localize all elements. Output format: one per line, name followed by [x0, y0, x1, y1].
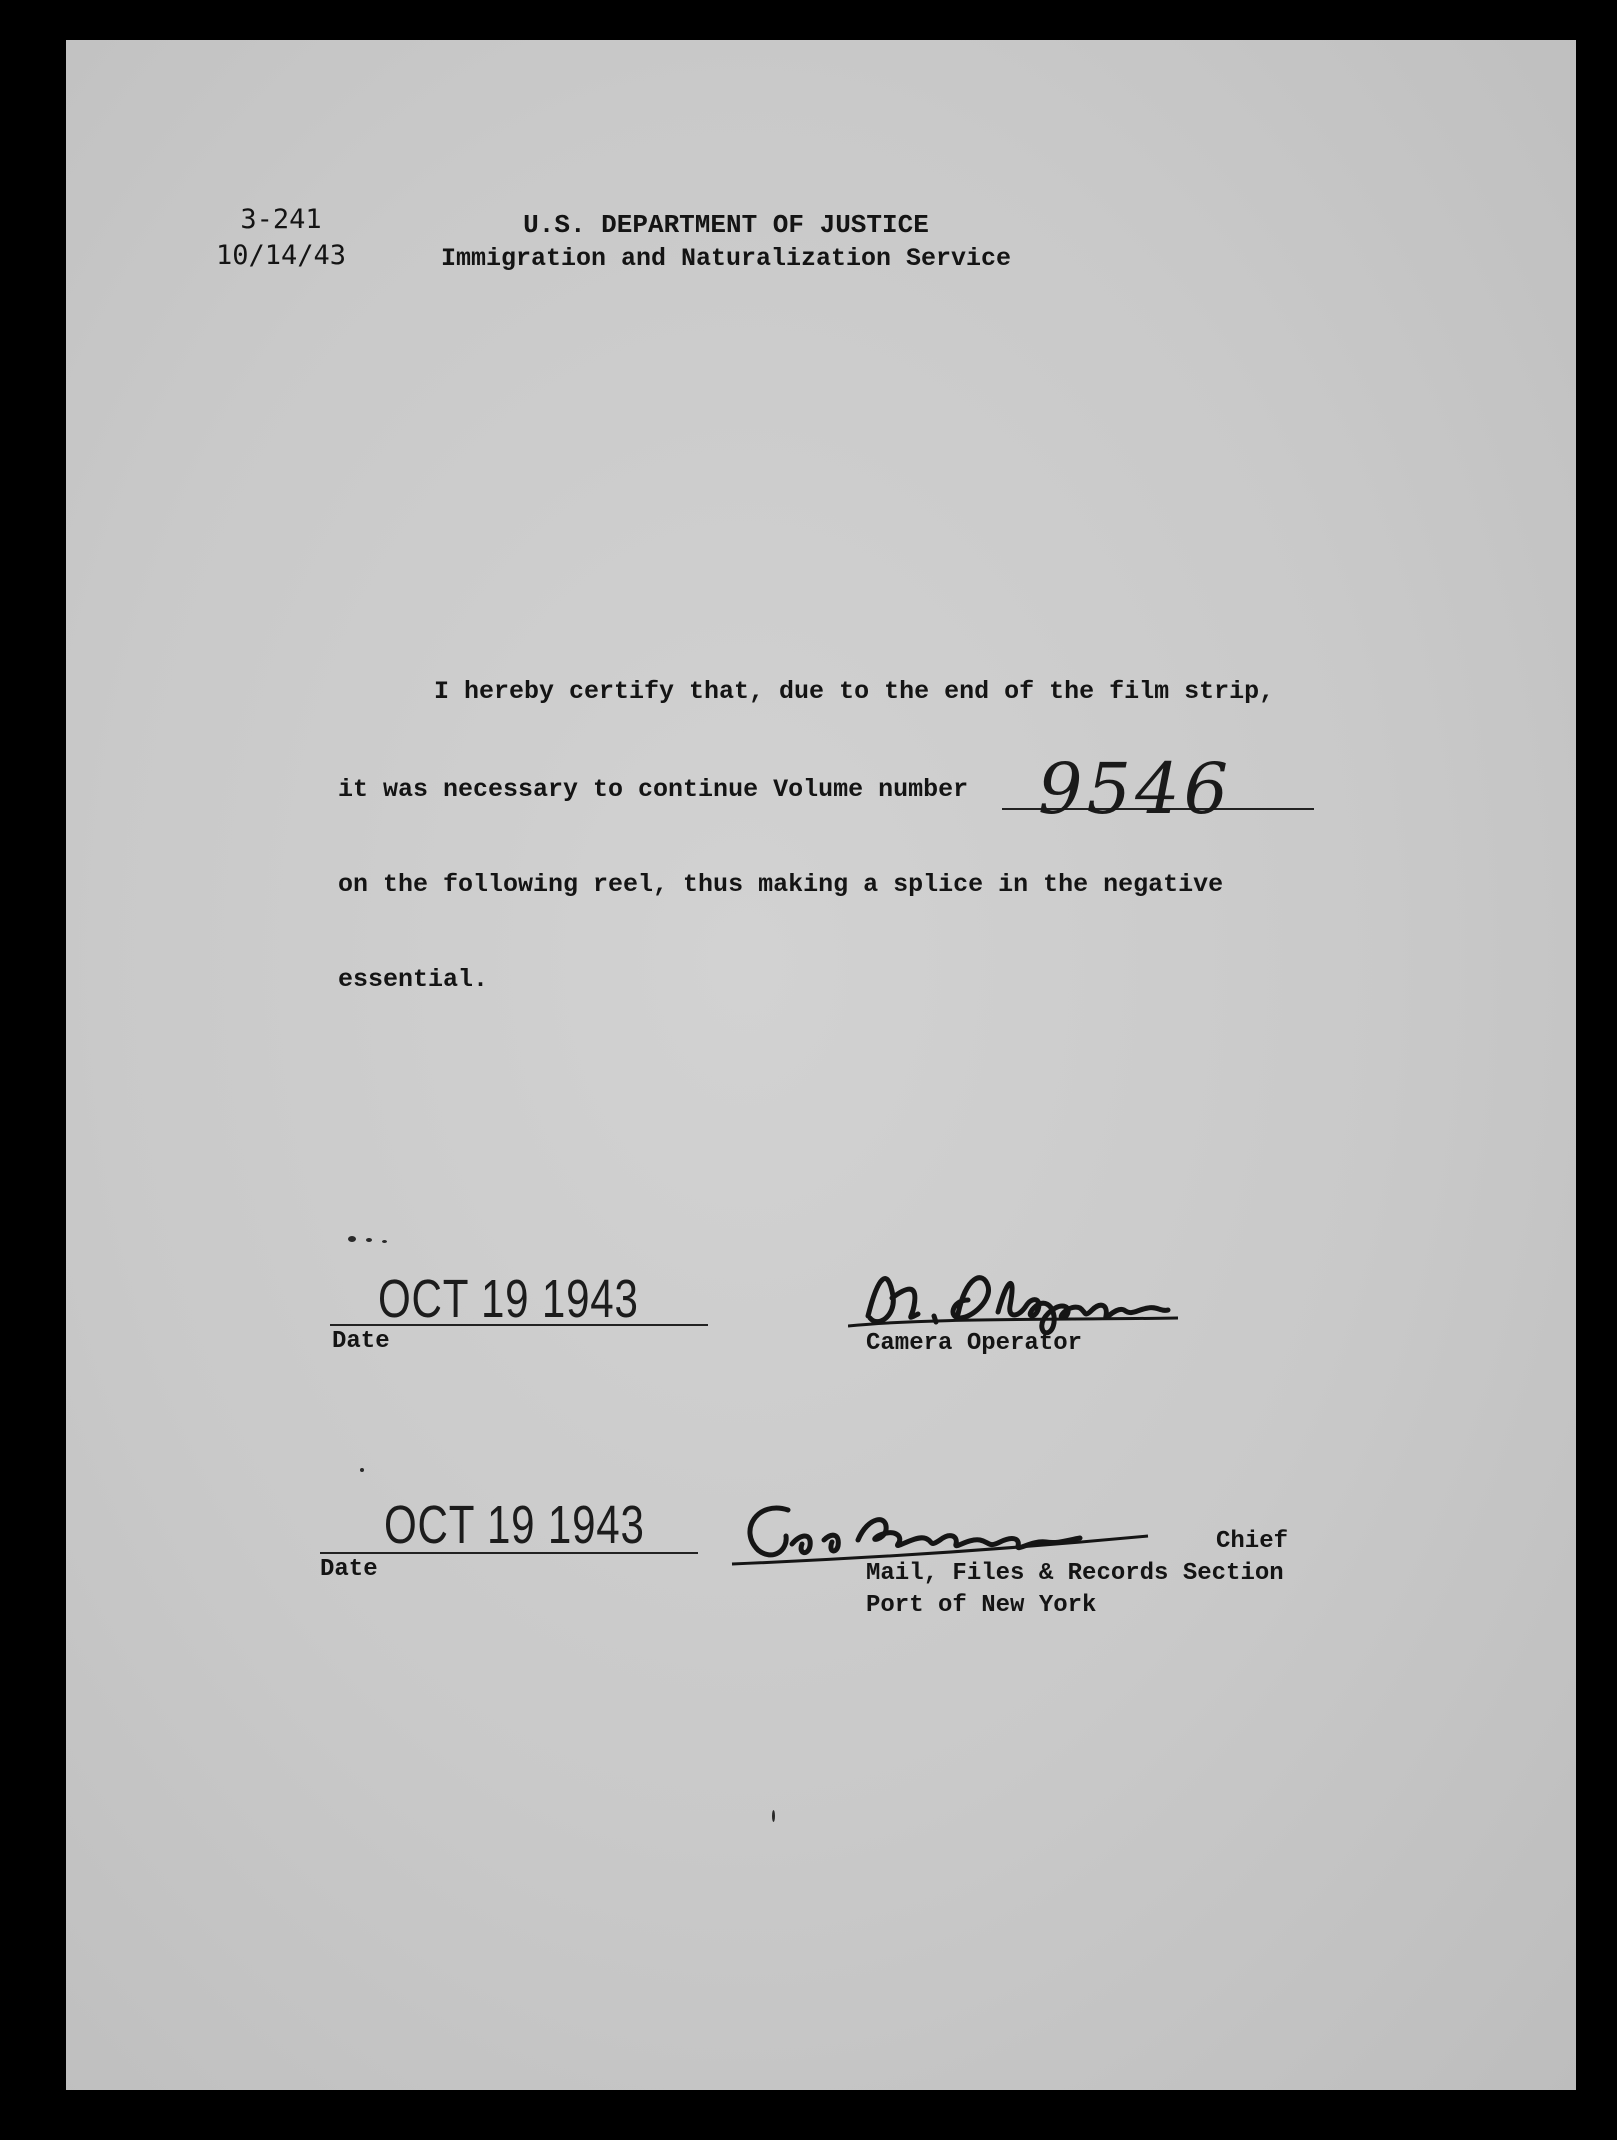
- date-stamp-2: OCT 19 1943: [384, 1495, 645, 1555]
- date-label-1: Date: [332, 1328, 390, 1355]
- form-revision-date: 10/14/43: [216, 240, 347, 271]
- body-line-3: on the following reel, thus making a splice in the negative: [338, 870, 1224, 899]
- form-number: 3-241: [240, 204, 322, 235]
- chief-title: Chief: [1216, 1528, 1289, 1555]
- form-code: [216, 202, 346, 274]
- body-line-1: I hereby certify that, due to the end of the film strip,: [434, 677, 1275, 706]
- volume-number-handwritten: 9546: [1038, 748, 1233, 830]
- date-line-1: [330, 1324, 708, 1326]
- department-name: U.S. DEPARTMENT OF JUSTICE: [523, 210, 929, 240]
- section-name: Mail, Files & Records Section: [866, 1560, 1284, 1587]
- date-line-2: [320, 1552, 698, 1554]
- date-stamp-1: OCT 19 1943: [378, 1269, 639, 1329]
- service-name: Immigration and Naturalization Service: [440, 244, 1012, 273]
- date-label-2: Date: [320, 1556, 378, 1583]
- body-line-4: essential.: [338, 965, 489, 994]
- camera-operator-label: Camera Operator: [866, 1330, 1083, 1357]
- letterhead: [436, 208, 1016, 276]
- port-name: Port of New York: [866, 1592, 1097, 1619]
- body-line-2: it was necessary to continue Volume number: [338, 775, 969, 804]
- document-page: [66, 40, 1576, 2090]
